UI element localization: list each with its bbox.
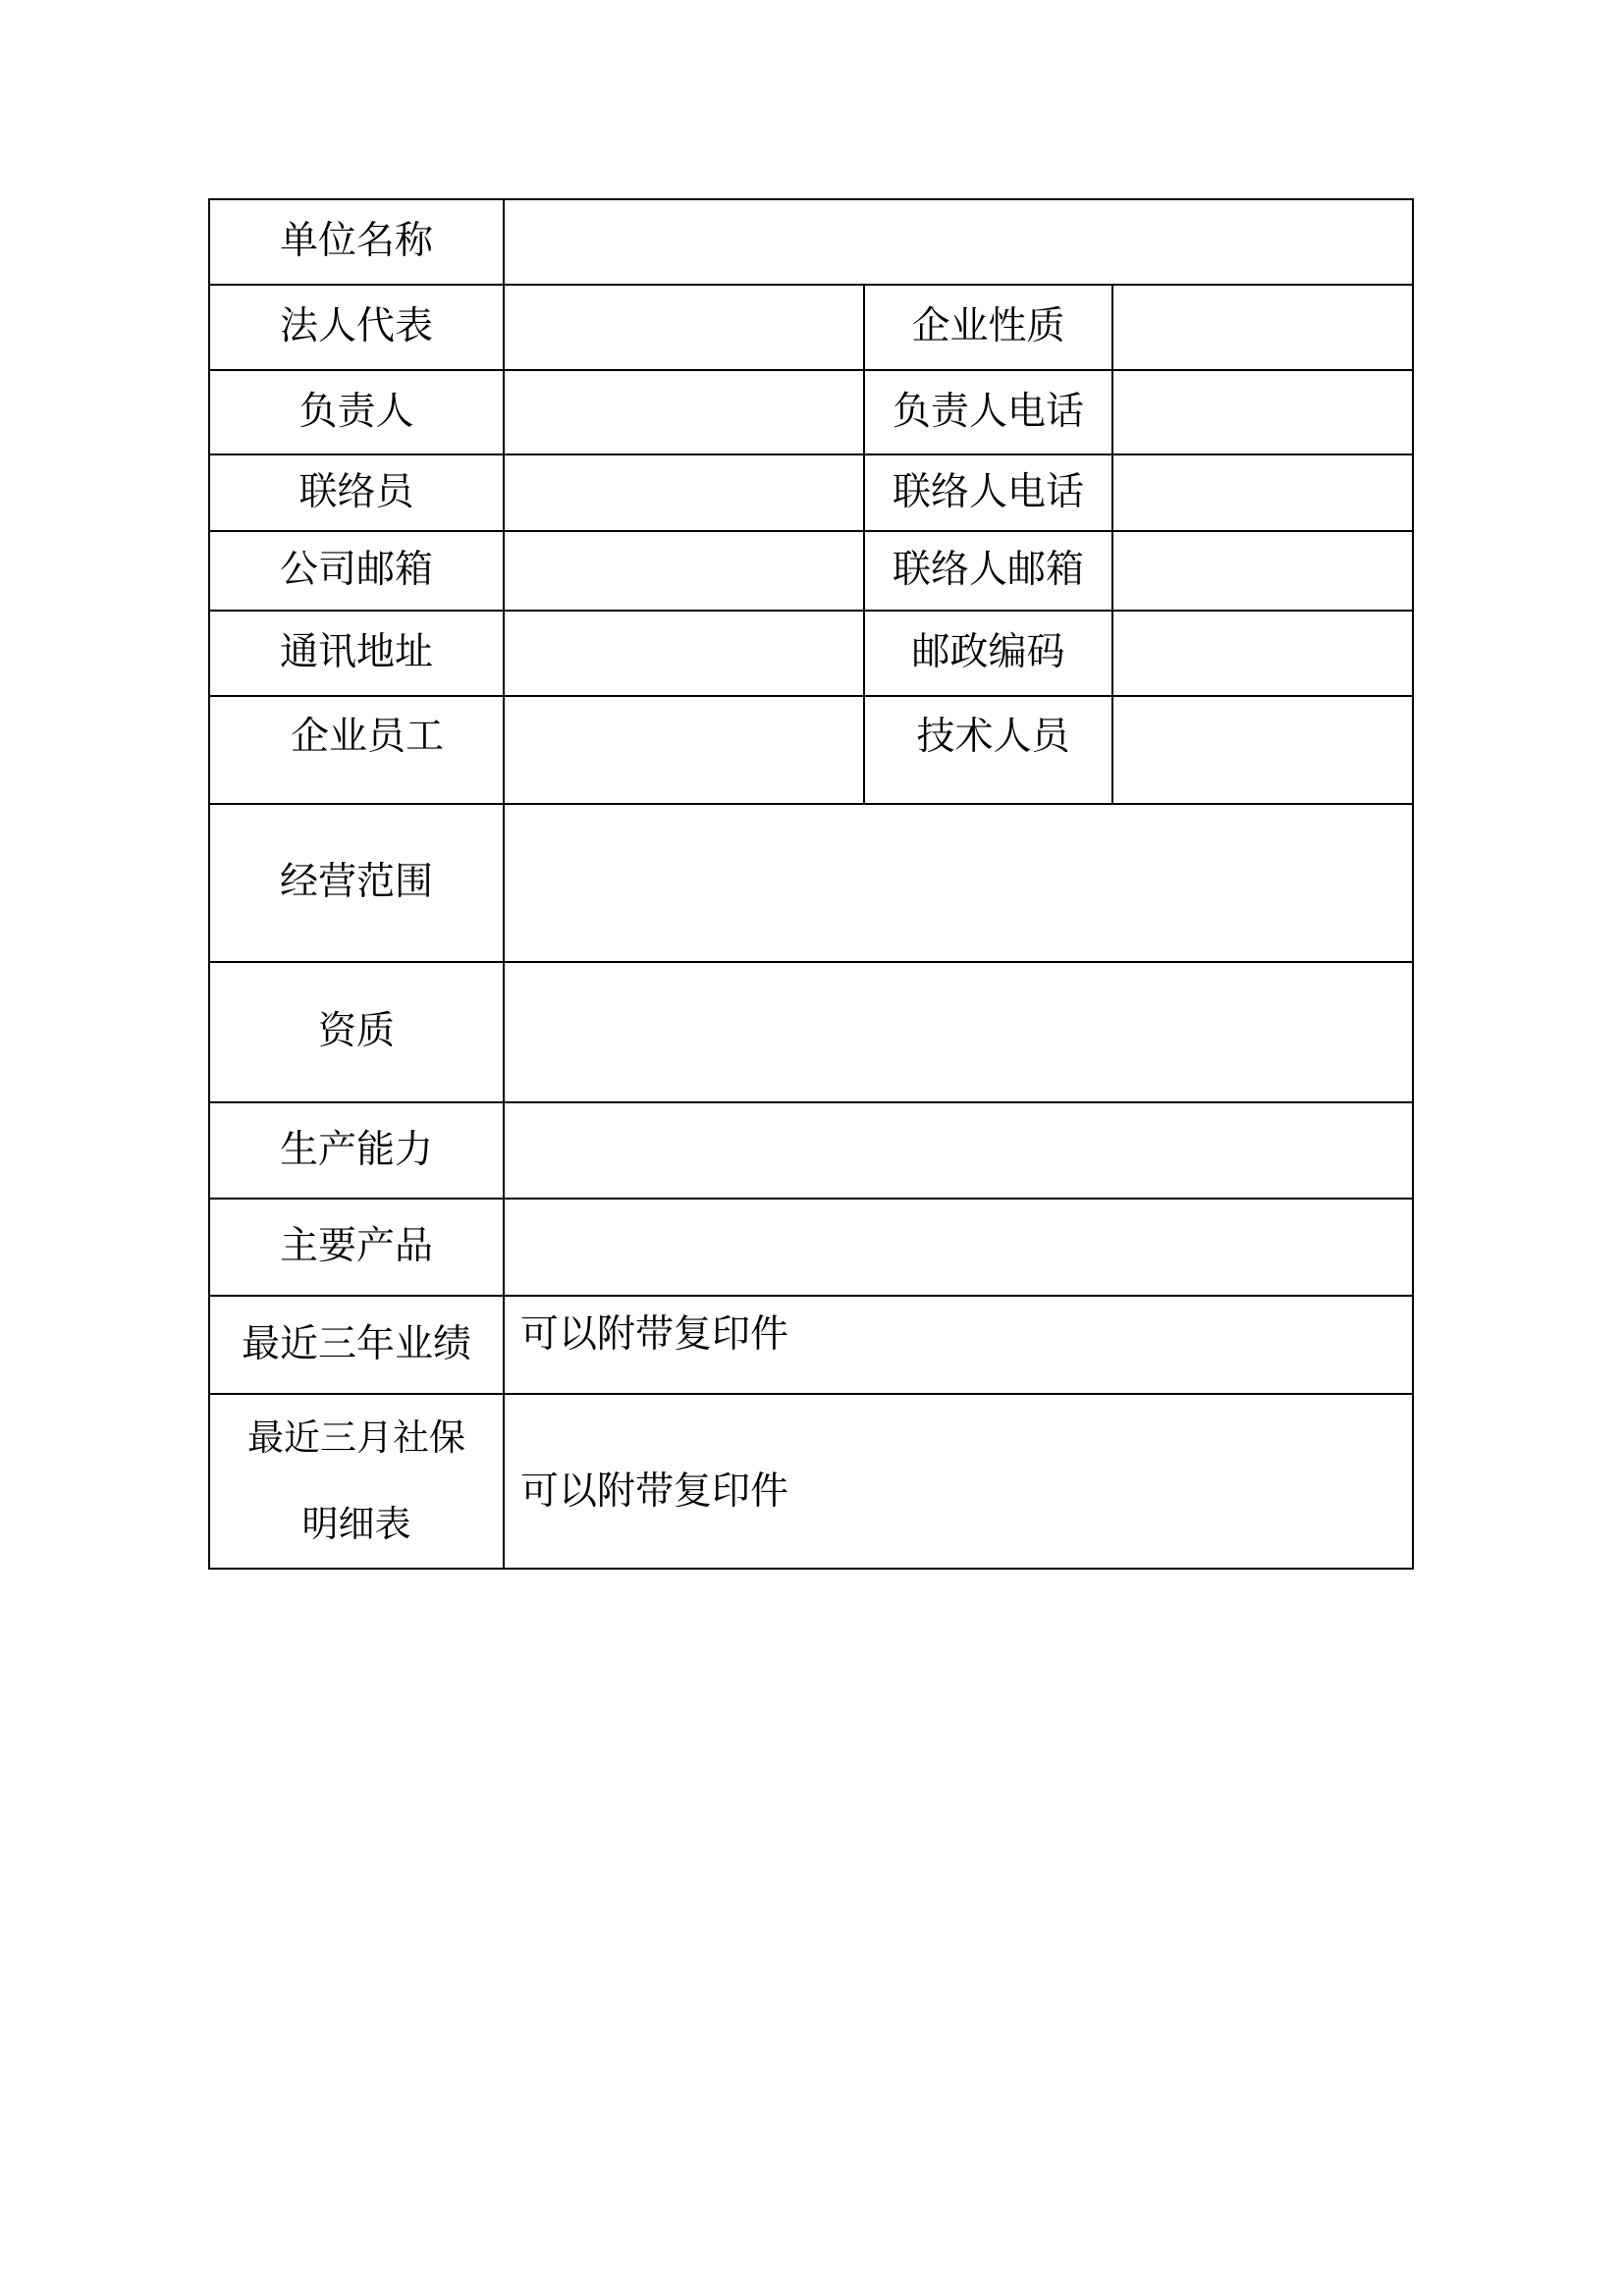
table-row	[209, 1102, 1413, 1199]
qualification-label: 资质	[209, 962, 504, 1102]
tech-staff-field[interactable]	[1112, 696, 1413, 804]
table-row	[209, 962, 1413, 1102]
table-row	[209, 696, 1413, 804]
social-security-note: 可以附带复印件	[504, 1394, 1413, 1569]
principal-phone-field[interactable]	[1112, 370, 1413, 454]
social-security-label-line2: 明细表	[301, 1503, 411, 1545]
performance-label: 最近三年业绩	[209, 1296, 504, 1394]
company-email-field[interactable]	[504, 531, 864, 611]
table-row	[209, 370, 1413, 454]
table-row	[209, 1296, 1413, 1394]
table-row	[209, 1394, 1413, 1569]
company-type-field[interactable]	[1112, 285, 1413, 370]
table-row	[209, 804, 1413, 962]
main-products-label: 主要产品	[209, 1199, 504, 1296]
registration-form	[208, 198, 1412, 1570]
employees-field[interactable]	[504, 696, 864, 804]
table-row	[209, 531, 1413, 611]
main-products-field[interactable]	[504, 1199, 1413, 1296]
principal-phone-label: 负责人电话	[864, 370, 1112, 454]
tech-staff-label: 技术人员	[864, 696, 1112, 804]
principal-label: 负责人	[209, 370, 504, 454]
business-scope-field[interactable]	[504, 804, 1413, 962]
social-security-label-line1: 最近三月社保	[247, 1416, 465, 1459]
business-scope-label: 经营范围	[209, 804, 504, 962]
address-field[interactable]	[504, 611, 864, 696]
liaison-phone-field[interactable]	[1112, 454, 1413, 531]
liaison-email-field[interactable]	[1112, 531, 1413, 611]
liaison-phone-label: 联络人电话	[864, 454, 1112, 531]
address-label: 通讯地址	[209, 611, 504, 696]
unit-name-label: 单位名称	[209, 199, 504, 285]
company-email-label: 公司邮箱	[209, 531, 504, 611]
principal-field[interactable]	[504, 370, 864, 454]
liaison-field[interactable]	[504, 454, 864, 531]
company-type-label: 企业性质	[864, 285, 1112, 370]
capacity-label: 生产能力	[209, 1102, 504, 1199]
company-info-table	[208, 198, 1414, 1570]
liaison-label: 联络员	[209, 454, 504, 531]
liaison-email-label: 联络人邮箱	[864, 531, 1112, 611]
qualification-field[interactable]	[504, 962, 1413, 1102]
table-row	[209, 1199, 1413, 1296]
capacity-field[interactable]	[504, 1102, 1413, 1199]
table-row	[209, 285, 1413, 370]
legal-rep-field[interactable]	[504, 285, 864, 370]
employees-label: 企业员工	[209, 696, 504, 804]
table-row	[209, 199, 1413, 285]
unit-name-field[interactable]	[504, 199, 1413, 285]
legal-rep-label: 法人代表	[209, 285, 504, 370]
table-row	[209, 454, 1413, 531]
postal-code-field[interactable]	[1112, 611, 1413, 696]
table-row	[209, 611, 1413, 696]
social-security-label	[209, 1394, 504, 1569]
performance-note: 可以附带复印件	[504, 1296, 1413, 1394]
postal-code-label: 邮政编码	[864, 611, 1112, 696]
